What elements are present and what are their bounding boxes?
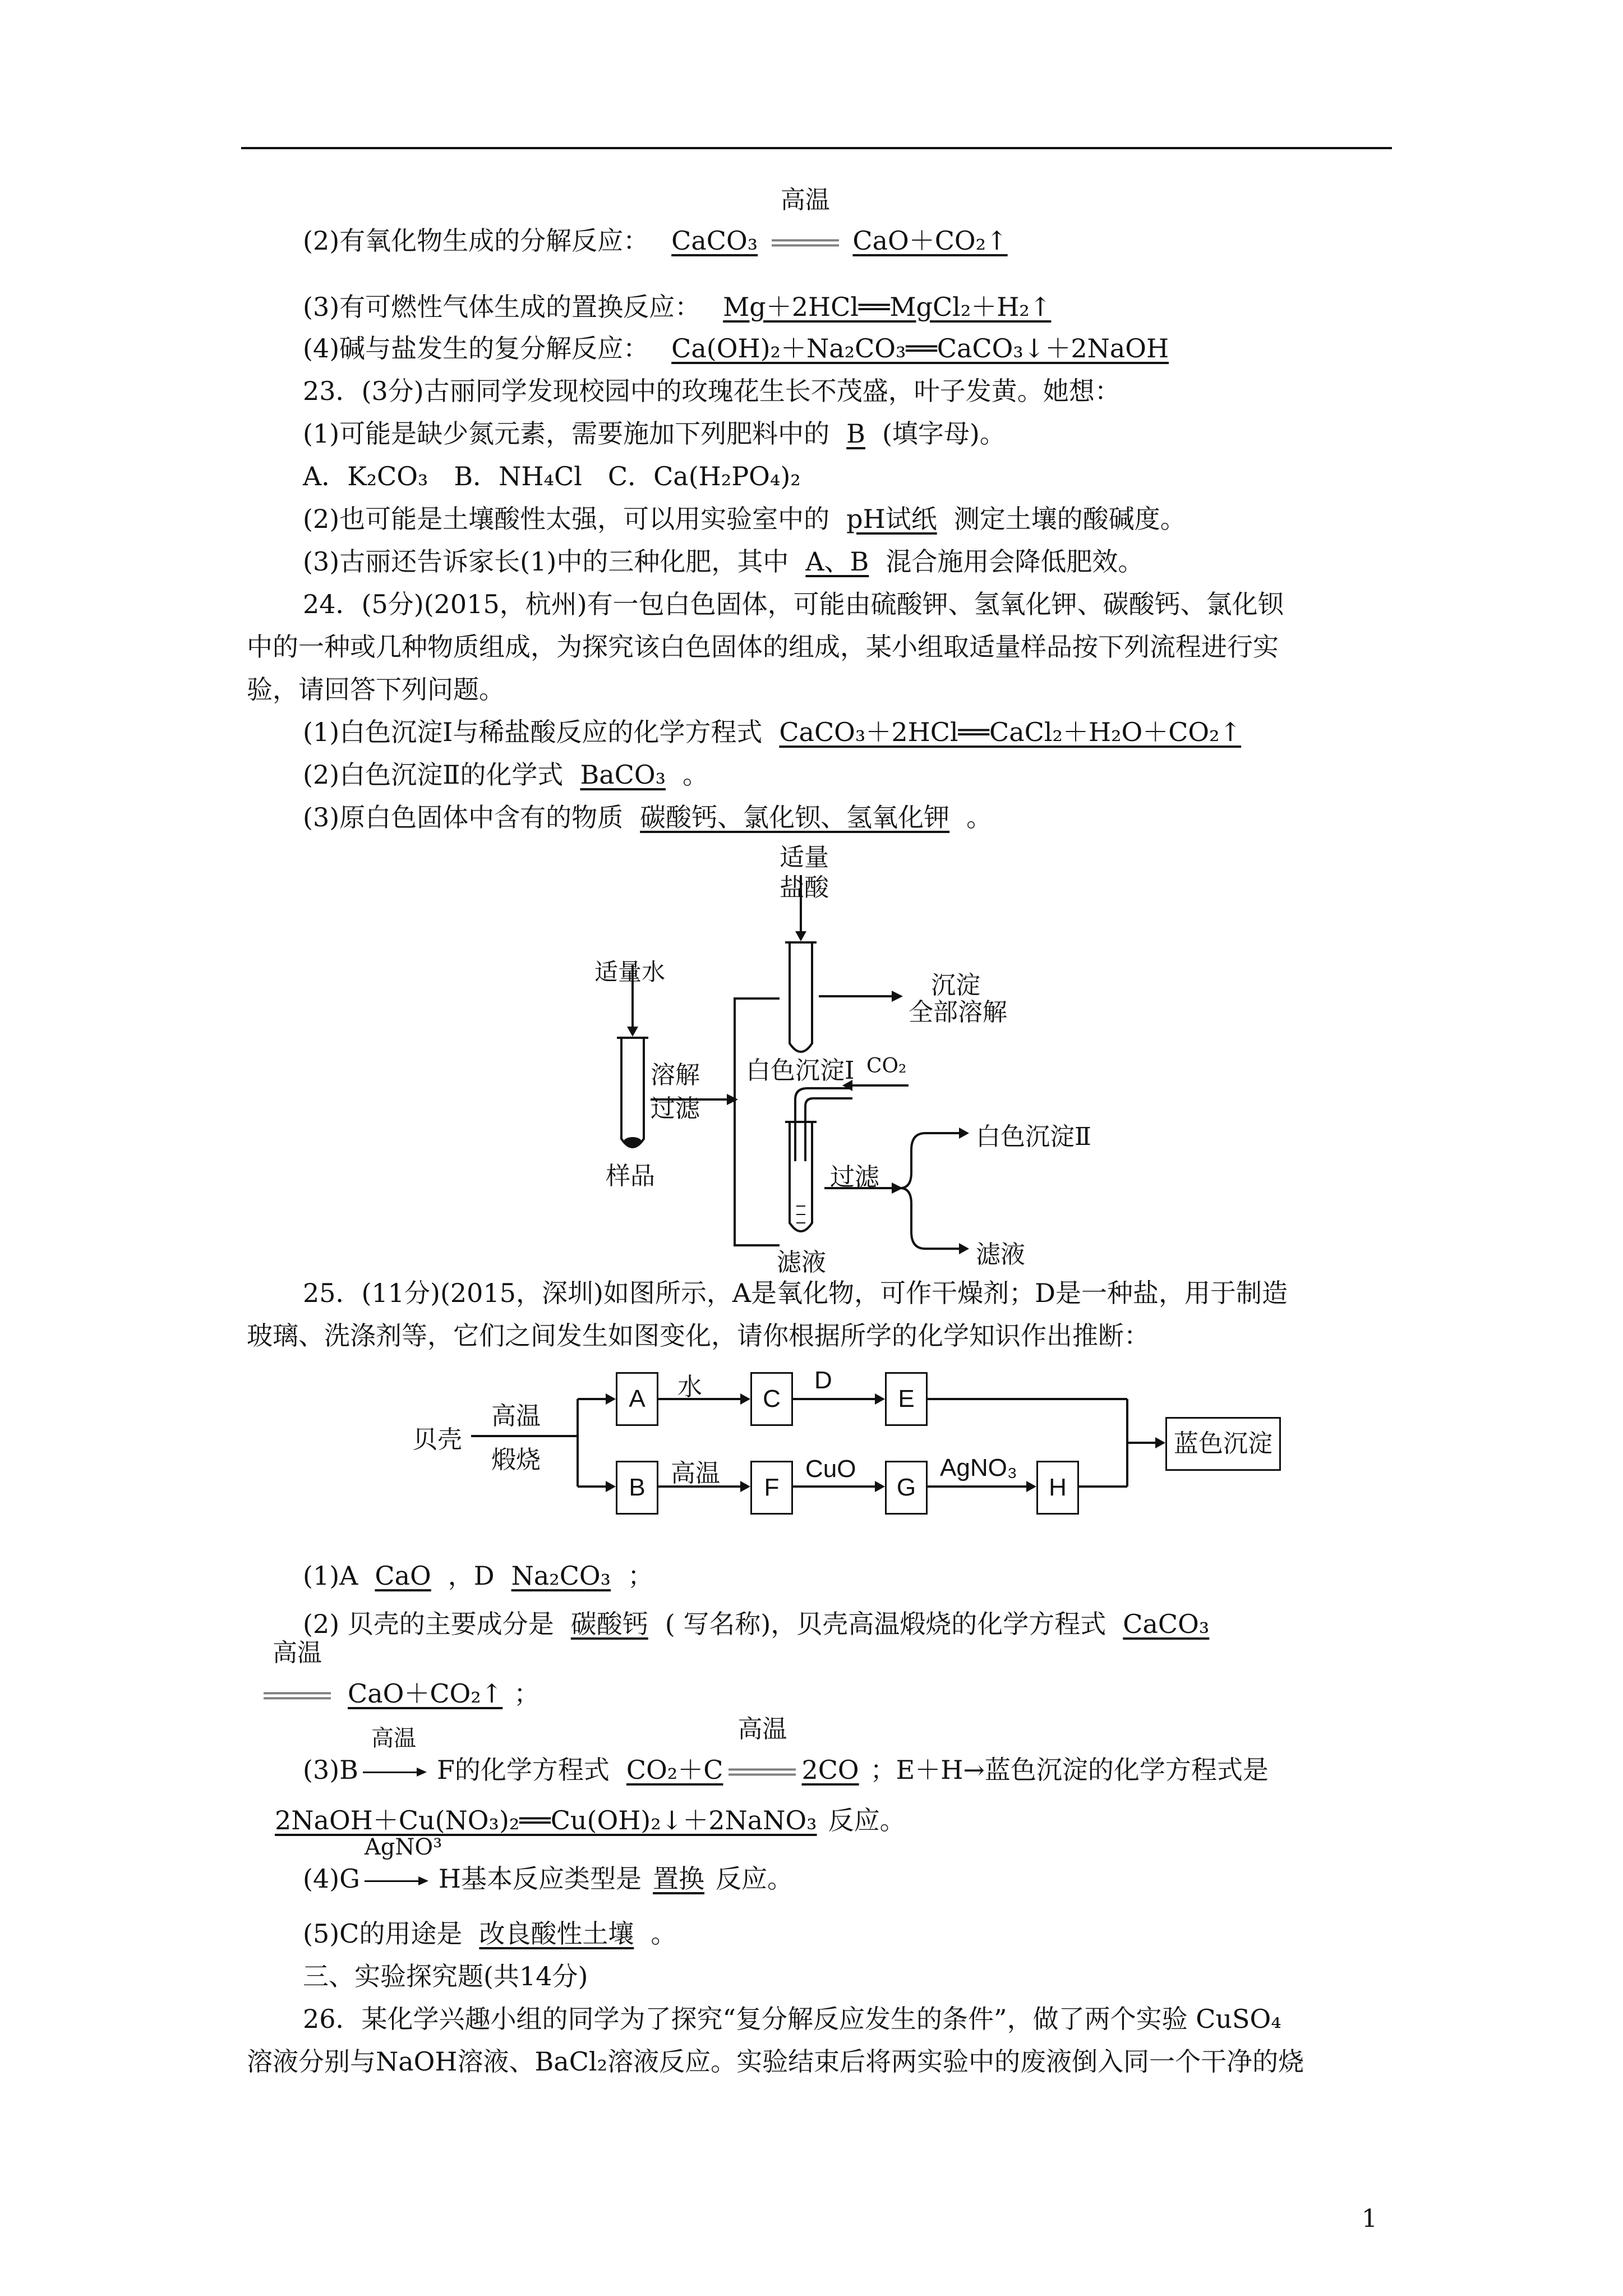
node-F: F [750,1461,793,1515]
q25-p1-mid: ，D [448,1561,495,1591]
q23-p3-answer: A、B [805,546,869,577]
q25-p5-text: (5)C的用途是 [303,1918,463,1949]
q25-part1 [303,1559,653,1592]
q24-p1-answer: CaCO₃＋2HCl══CaCl₂＋H₂O＋CO₂↑ [779,717,1242,747]
q25-part3 [303,1715,1269,1786]
q23-p2-text: (2)也可能是土壤酸性太强，可以用实验室中的 [303,504,830,534]
label-cuo: CuO [805,1455,856,1483]
q25-stem-1: 25．(11分)(2015，深圳)如图所示，A是氧化物，可作干燥剂；D是一种盐，用于制造 [303,1278,1288,1308]
q25-p4-suffix: 反应。 [716,1864,794,1894]
q25-p3-mid: F的化学方程式 [436,1755,610,1785]
q23-p3-text: (3)古丽还告诉家长(1)中的三种化肥，其中 [303,546,789,577]
q25-p3-answer-1: CO₂＋C [626,1755,723,1785]
q22-l3-text: (3)有可燃性气体生成的置换反应： [303,292,701,322]
q26-line-1: 26．某化学兴趣小组的同学为了探究“复分解反应发生的条件”，做了两个实验 CuSO₄ [303,2004,1281,2034]
dissolve-label-2: 过滤 [651,1094,700,1123]
node-E: E [885,1372,928,1426]
q25-p3-condition [728,1715,796,1786]
node-C: C [750,1372,793,1426]
q25-p3-arrow [363,1726,425,1786]
q24-p3-suffix: 。 [966,802,993,832]
label-D: D [814,1366,832,1394]
node-B: B [616,1461,658,1515]
shell-label: 贝壳 [413,1425,462,1454]
q25-p2-end: ； [514,1678,540,1709]
q22-l2-cond-text: 高温 [780,186,830,214]
node-H: H [1036,1461,1079,1515]
q25-p2-answer-3: CaO＋CO₂↑ [348,1678,503,1709]
node-blue-precipitate: 蓝色沉淀 [1165,1417,1281,1471]
q24-stem-3: 验，请回答下列问题。 [247,674,505,705]
acid-label-2: 盐酸 [780,873,829,902]
q23-p1-answer: B [846,418,865,449]
q25-p3-cond-text: 高温 [737,1715,787,1743]
q22-l2-answer-right: CaO＋CO₂↑ [852,226,1008,256]
q25-p5-suffix: 。 [651,1918,677,1949]
filter-label: 过滤 [830,1163,879,1191]
label-water: 水 [677,1373,702,1401]
page-number: 1 [1362,2205,1377,2233]
q23-p2-suffix: 测定土壤的酸碱度。 [953,504,1186,534]
q25-p1-answer-a: CaO [375,1561,431,1591]
q25-p5-answer: 改良酸性土壤 [479,1918,634,1949]
q23-stem: 23．(3分)古丽同学发现校园中的玫瑰花生长不茂盛，叶子发黄。她想： [303,376,1121,406]
ppt2-label: 白色沉淀Ⅱ [976,1122,1091,1151]
q24-p3-answer: 碳酸钙、氯化钡、氢氧化钾 [640,802,950,832]
q25-p4-arrow-text: AgNO³ [364,1834,442,1860]
q23-p1-text: (1)可能是缺少氮元素，需要施加下列肥料中的 [303,418,830,449]
co2-label: CO₂ [866,1055,907,1078]
water-label: 适量水 [594,958,666,986]
q25-p3-answer-3: 2NaOH＋Cu(NO₃)₂══Cu(OH)₂↓＋2NaNO₃ [275,1805,817,1835]
q22-l2-text: (2)有氧化物生成的分解反应： [303,226,649,256]
label-heat: 高温 [671,1459,720,1488]
q23-p3-suffix: 混合施用会降低肥效。 [886,546,1144,577]
q25-p2-cond-text: 高温 [273,1639,322,1667]
result1-label-a: 沉淀 [931,971,980,1000]
q25-p1-text: (1)A [303,1561,358,1591]
q23-p2-answer: pH试纸 [846,504,937,534]
sample-label: 样品 [606,1162,655,1190]
filtrate-left-label: 滤液 [777,1248,826,1277]
q24-stem-2: 中的一种或几种物质组成，为探究该白色固体的组成，某小组取适量样品按下列流程进行实 [247,632,1279,662]
filtrate-right-label: 滤液 [976,1240,1025,1269]
q24-p1-text: (1)白色沉淀Ⅰ与稀盐酸反应的化学方程式 [303,717,763,747]
q25-p2-mid: ( 写名称)，贝壳高温煅烧的化学方程式 [665,1609,1106,1639]
q25-p3-arrow-text: 高温 [371,1726,416,1751]
q26-line-2: 溶液分别与NaOH溶液、BaCl₂溶液反应。实验结束后将两实验中的废液倒入同一个干净的烧 [247,2046,1304,2077]
q22-l4-answer: Ca(OH)₂＋Na₂CO₃══CaCO₃↓＋2NaOH [671,333,1169,364]
q22-l4-text: (4)碱与盐发生的复分解反应： [303,333,649,364]
q25-part2-cont [247,1639,540,1710]
q23-options: A．K₂CO₃ B．NH₄Cl C．Ca(H₂PO₄)₂ [303,461,801,491]
q25-p1-answer-d: Na₂CO₃ [511,1561,611,1591]
q25-part4 [303,1834,794,1895]
q25-p3-answer-2: 2CO [801,1755,859,1785]
q25-p4-answer: 置换 [653,1864,705,1894]
q25-p2-condition [264,1639,331,1710]
q24-p2-suffix: 。 [683,760,709,790]
q25-p2-answer: 碳酸钙 [570,1609,648,1639]
q25-part5 [303,1917,676,1950]
q25-stem-2: 玻璃、洗涤剂等，它们之间发生如图变化，请你根据所学的化学知识作出推断： [247,1320,1150,1351]
q25-p3-text: (3)B [303,1755,358,1785]
q24-p2-answer: BaCO₃ [580,760,666,790]
q25-p4-text: (4)G [303,1864,360,1894]
q25-p2-answer-2: CaCO₃ [1123,1609,1210,1639]
q24-stem-1: 24．(5分)(2015，杭州)有一包白色固体，可能由硫酸钾、氢氧化钾、碳酸钙、氯化钡 [303,589,1284,619]
q24-p2-text: (2)白色沉淀Ⅱ的化学式 [303,760,564,790]
q25-p4-arrow [364,1834,442,1895]
node-G: G [885,1461,928,1515]
ppt1-label: 白色沉淀Ⅰ [746,1056,855,1085]
q25-part3-cont [247,1804,906,1837]
q25-p3-suffix: 反应。 [828,1805,906,1835]
shell-cond-2: 煅烧 [491,1446,541,1474]
q25-p3-end: ；E＋H→蓝色沉淀的化学方程式是 [870,1755,1269,1785]
label-agno3: AgNO₃ [940,1454,1017,1481]
q24-p3-text: (3)原白色固体中含有的物质 [303,802,624,832]
q23-p1-suffix: (填字母)。 [882,418,1006,449]
acid-label-1: 适量 [780,843,829,872]
q25-part2 [303,1608,1209,1640]
node-A: A [616,1372,658,1426]
q25-p4-mid: H基本反应类型是 [438,1864,642,1894]
shell-cond-1: 高温 [491,1402,541,1430]
dissolve-label-1: 溶解 [651,1061,700,1089]
result1-label-b: 全部溶解 [909,998,1007,1027]
q22-l3-answer: Mg＋2HCl══MgCl₂＋H₂↑ [723,292,1052,322]
q25-p1-end: ； [628,1561,654,1591]
section-3-heading: 三、实验探究题(共14分) [303,1961,588,1991]
q25-p2-text: (2) 贝壳的主要成分是 [303,1609,554,1639]
q22-l2-answer-left: CaCO₃ [671,226,758,256]
